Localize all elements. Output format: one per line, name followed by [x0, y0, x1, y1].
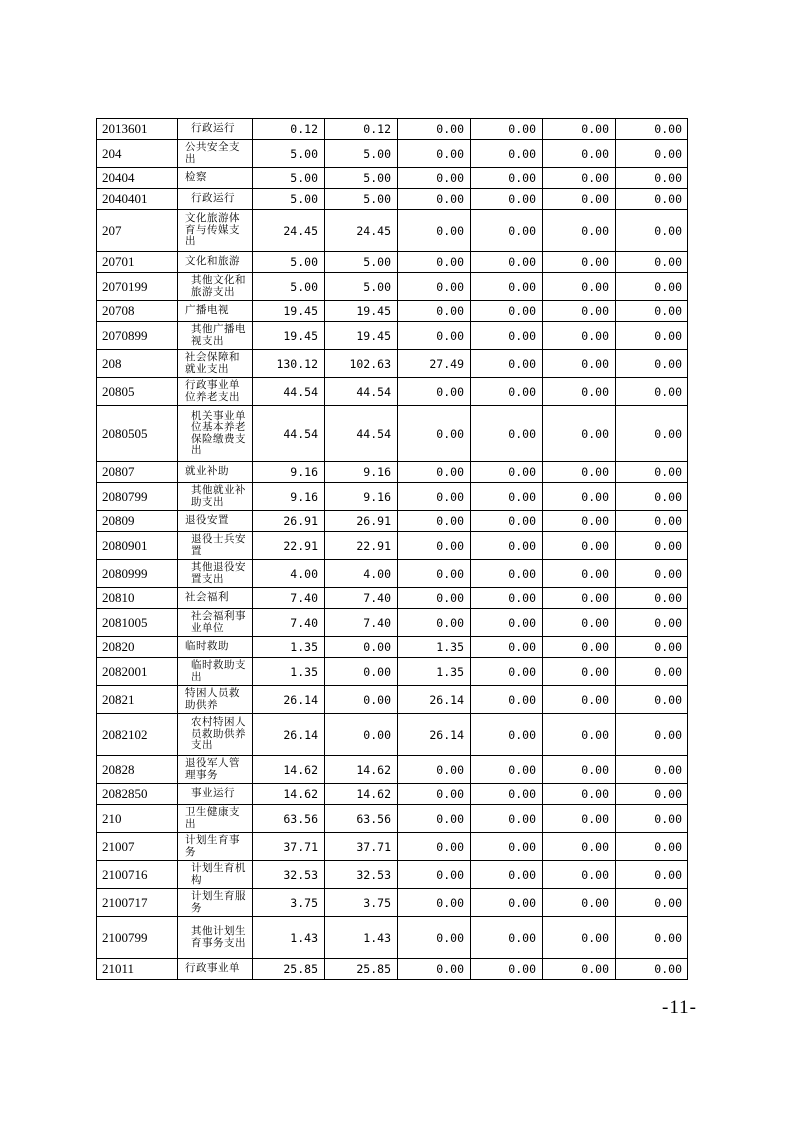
table-row: [97, 210, 688, 252]
subject-code-cell: 20810: [97, 588, 178, 609]
amount-cell: 0.00: [398, 861, 471, 889]
table-row: [97, 252, 688, 273]
amount-cell: 0.00: [471, 658, 543, 686]
subject-name-cell: 计划生育机构: [178, 861, 253, 889]
amount-cell: 22.91: [325, 532, 398, 560]
table-row: [97, 609, 688, 637]
amount-cell: 26.91: [253, 511, 325, 532]
amount-cell: 0.00: [471, 686, 543, 714]
amount-cell: 0.00: [398, 511, 471, 532]
amount-cell: 19.45: [253, 301, 325, 322]
amount-cell: 0.00: [616, 609, 688, 637]
subject-name-cell: 临时救助: [178, 637, 253, 658]
subject-code-cell: 20805: [97, 378, 178, 406]
subject-code-cell: 2080505: [97, 406, 178, 462]
amount-cell: 130.12: [253, 350, 325, 378]
amount-cell: 0.00: [398, 889, 471, 917]
amount-cell: 24.45: [325, 210, 398, 252]
amount-cell: 0.00: [543, 805, 616, 833]
amount-cell: 0.00: [471, 511, 543, 532]
amount-cell: 0.00: [398, 168, 471, 189]
amount-cell: 0.00: [325, 714, 398, 756]
amount-cell: 7.40: [325, 588, 398, 609]
amount-cell: 4.00: [253, 560, 325, 588]
amount-cell: 0.00: [543, 140, 616, 168]
subject-code-cell: 2080799: [97, 483, 178, 511]
amount-cell: 0.00: [398, 301, 471, 322]
subject-code-cell: 20820: [97, 637, 178, 658]
amount-cell: 5.00: [325, 252, 398, 273]
amount-cell: 0.00: [543, 189, 616, 210]
amount-cell: 0.00: [543, 210, 616, 252]
amount-cell: 0.00: [543, 119, 616, 140]
table-row: [97, 140, 688, 168]
subject-code-cell: 20807: [97, 462, 178, 483]
amount-cell: 0.00: [616, 861, 688, 889]
amount-cell: 0.00: [398, 560, 471, 588]
amount-cell: 37.71: [325, 833, 398, 861]
table-row: [97, 406, 688, 462]
amount-cell: 0.00: [616, 637, 688, 658]
amount-cell: 14.62: [325, 784, 398, 805]
amount-cell: 0.00: [471, 833, 543, 861]
amount-cell: 0.00: [543, 301, 616, 322]
amount-cell: 0.00: [616, 189, 688, 210]
amount-cell: 32.53: [325, 861, 398, 889]
subject-code-cell: 21011: [97, 959, 178, 980]
amount-cell: 0.00: [616, 756, 688, 784]
amount-cell: 0.00: [471, 560, 543, 588]
amount-cell: 1.35: [398, 637, 471, 658]
amount-cell: 14.62: [325, 756, 398, 784]
amount-cell: 26.14: [398, 714, 471, 756]
amount-cell: 7.40: [253, 609, 325, 637]
amount-cell: 19.45: [325, 322, 398, 350]
subject-name-cell: 检察: [178, 168, 253, 189]
table-row: [97, 833, 688, 861]
amount-cell: 0.00: [616, 833, 688, 861]
subject-name-cell: 退役军人管理事务: [178, 756, 253, 784]
amount-cell: 0.00: [398, 483, 471, 511]
table-row: [97, 756, 688, 784]
table-row: [97, 917, 688, 959]
amount-cell: 0.00: [543, 511, 616, 532]
amount-cell: 0.00: [543, 686, 616, 714]
amount-cell: 0.00: [616, 168, 688, 189]
amount-cell: 0.00: [471, 210, 543, 252]
amount-cell: 0.00: [616, 273, 688, 301]
subject-name-cell: 广播电视: [178, 301, 253, 322]
amount-cell: 1.43: [325, 917, 398, 959]
amount-cell: 0.00: [471, 483, 543, 511]
table-row: [97, 658, 688, 686]
subject-code-cell: 2070899: [97, 322, 178, 350]
amount-cell: 0.00: [616, 322, 688, 350]
subject-code-cell: 2080901: [97, 532, 178, 560]
amount-cell: 0.00: [471, 637, 543, 658]
amount-cell: 19.45: [253, 322, 325, 350]
table-row: [97, 378, 688, 406]
amount-cell: 0.00: [471, 119, 543, 140]
amount-cell: 0.00: [543, 833, 616, 861]
amount-cell: 0.00: [398, 140, 471, 168]
amount-cell: 14.62: [253, 756, 325, 784]
subject-code-cell: 208: [97, 350, 178, 378]
amount-cell: 0.00: [543, 406, 616, 462]
table-row: [97, 861, 688, 889]
amount-cell: 0.00: [543, 273, 616, 301]
table-row: [97, 588, 688, 609]
subject-code-cell: 2100799: [97, 917, 178, 959]
subject-name-cell: 机关事业单位基本养老保险缴费支出: [178, 406, 253, 462]
amount-cell: 24.45: [253, 210, 325, 252]
amount-cell: 0.00: [616, 588, 688, 609]
amount-cell: 0.00: [543, 588, 616, 609]
subject-code-cell: 2013601: [97, 119, 178, 140]
subject-code-cell: 2081005: [97, 609, 178, 637]
table-row: [97, 273, 688, 301]
amount-cell: 0.00: [471, 273, 543, 301]
subject-name-cell: 社会福利事业单位: [178, 609, 253, 637]
subject-name-cell: 就业补助: [178, 462, 253, 483]
amount-cell: 0.00: [398, 378, 471, 406]
subject-name-cell: 行政事业单: [178, 959, 253, 980]
subject-name-cell: 文化和旅游: [178, 252, 253, 273]
subject-code-cell: 2100717: [97, 889, 178, 917]
table-row: [97, 959, 688, 980]
amount-cell: 0.00: [471, 252, 543, 273]
table-row: [97, 301, 688, 322]
subject-code-cell: 207: [97, 210, 178, 252]
amount-cell: 0.00: [616, 406, 688, 462]
amount-cell: 0.00: [616, 686, 688, 714]
subject-name-cell: 公共安全支出: [178, 140, 253, 168]
subject-code-cell: 20821: [97, 686, 178, 714]
amount-cell: 37.71: [253, 833, 325, 861]
amount-cell: 5.00: [253, 140, 325, 168]
subject-code-cell: 20809: [97, 511, 178, 532]
subject-name-cell: 事业运行: [178, 784, 253, 805]
amount-cell: 0.00: [616, 350, 688, 378]
amount-cell: 0.00: [616, 917, 688, 959]
amount-cell: 26.14: [253, 686, 325, 714]
amount-cell: 5.00: [253, 252, 325, 273]
amount-cell: 0.00: [616, 210, 688, 252]
amount-cell: 102.63: [325, 350, 398, 378]
amount-cell: 0.00: [543, 889, 616, 917]
subject-name-cell: 其他就业补助支出: [178, 483, 253, 511]
amount-cell: 0.00: [398, 273, 471, 301]
amount-cell: 0.00: [543, 483, 616, 511]
amount-cell: 0.00: [543, 861, 616, 889]
amount-cell: 3.75: [325, 889, 398, 917]
amount-cell: 9.16: [253, 462, 325, 483]
subject-name-cell: 卫生健康支出: [178, 805, 253, 833]
amount-cell: 44.54: [253, 406, 325, 462]
amount-cell: 0.00: [398, 805, 471, 833]
amount-cell: 0.00: [471, 189, 543, 210]
amount-cell: 0.00: [543, 168, 616, 189]
amount-cell: 14.62: [253, 784, 325, 805]
amount-cell: 25.85: [253, 959, 325, 980]
subject-name-cell: 其他退役安置支出: [178, 560, 253, 588]
amount-cell: 0.00: [471, 532, 543, 560]
subject-code-cell: 20404: [97, 168, 178, 189]
table-row: [97, 322, 688, 350]
amount-cell: 0.12: [325, 119, 398, 140]
subject-name-cell: 退役士兵安置: [178, 532, 253, 560]
amount-cell: 0.00: [616, 301, 688, 322]
amount-cell: 0.00: [398, 917, 471, 959]
subject-name-cell: 行政运行: [178, 119, 253, 140]
amount-cell: 0.00: [616, 532, 688, 560]
subject-name-cell: 特困人员救助供养: [178, 686, 253, 714]
amount-cell: 1.35: [253, 637, 325, 658]
table-row: [97, 805, 688, 833]
amount-cell: 0.00: [398, 756, 471, 784]
amount-cell: 0.00: [398, 784, 471, 805]
amount-cell: 0.00: [398, 119, 471, 140]
amount-cell: 0.00: [543, 350, 616, 378]
amount-cell: 0.00: [616, 714, 688, 756]
amount-cell: 27.49: [398, 350, 471, 378]
amount-cell: 0.00: [471, 917, 543, 959]
amount-cell: 7.40: [253, 588, 325, 609]
amount-cell: 0.00: [543, 658, 616, 686]
amount-cell: 5.00: [325, 168, 398, 189]
subject-name-cell: 其他计划生育事务支出: [178, 917, 253, 959]
amount-cell: 0.00: [398, 833, 471, 861]
amount-cell: 0.00: [616, 560, 688, 588]
table-row: [97, 637, 688, 658]
table-row: [97, 462, 688, 483]
table-row: [97, 532, 688, 560]
subject-name-cell: 计划生育服务: [178, 889, 253, 917]
amount-cell: 63.56: [253, 805, 325, 833]
amount-cell: 0.12: [253, 119, 325, 140]
subject-name-cell: 社会福利: [178, 588, 253, 609]
amount-cell: 0.00: [616, 889, 688, 917]
amount-cell: 0.00: [471, 140, 543, 168]
amount-cell: 0.00: [616, 511, 688, 532]
subject-name-cell: 文化旅游体育与传媒支出: [178, 210, 253, 252]
amount-cell: 5.00: [325, 189, 398, 210]
amount-cell: 0.00: [471, 301, 543, 322]
amount-cell: 0.00: [616, 252, 688, 273]
amount-cell: 0.00: [398, 322, 471, 350]
subject-name-cell: 行政运行: [178, 189, 253, 210]
amount-cell: 0.00: [471, 168, 543, 189]
amount-cell: 5.00: [253, 273, 325, 301]
amount-cell: 44.54: [325, 406, 398, 462]
amount-cell: 0.00: [543, 637, 616, 658]
subject-name-cell: 其他广播电视支出: [178, 322, 253, 350]
amount-cell: 0.00: [616, 784, 688, 805]
amount-cell: 5.00: [253, 168, 325, 189]
amount-cell: 0.00: [471, 609, 543, 637]
subject-code-cell: 2100716: [97, 861, 178, 889]
subject-name-cell: 计划生育事务: [178, 833, 253, 861]
amount-cell: 0.00: [398, 406, 471, 462]
amount-cell: 5.00: [253, 189, 325, 210]
amount-cell: 0.00: [398, 609, 471, 637]
amount-cell: 0.00: [398, 588, 471, 609]
amount-cell: 44.54: [325, 378, 398, 406]
amount-cell: 63.56: [325, 805, 398, 833]
amount-cell: 0.00: [398, 462, 471, 483]
amount-cell: 0.00: [325, 658, 398, 686]
amount-cell: 1.35: [398, 658, 471, 686]
amount-cell: 0.00: [398, 210, 471, 252]
amount-cell: 26.14: [398, 686, 471, 714]
subject-name-cell: 农村特困人员救助供养支出: [178, 714, 253, 756]
amount-cell: 0.00: [471, 378, 543, 406]
amount-cell: 0.00: [616, 483, 688, 511]
amount-cell: 0.00: [471, 406, 543, 462]
table-row: [97, 686, 688, 714]
table-row: [97, 168, 688, 189]
amount-cell: 0.00: [616, 119, 688, 140]
amount-cell: 0.00: [543, 917, 616, 959]
amount-cell: 1.35: [253, 658, 325, 686]
subject-code-cell: 2082001: [97, 658, 178, 686]
table-row: [97, 560, 688, 588]
amount-cell: 0.00: [471, 588, 543, 609]
subject-code-cell: 2082102: [97, 714, 178, 756]
amount-cell: 0.00: [543, 959, 616, 980]
subject-code-cell: 2082850: [97, 784, 178, 805]
subject-name-cell: 其他文化和旅游支出: [178, 273, 253, 301]
table-row: [97, 119, 688, 140]
amount-cell: 0.00: [471, 462, 543, 483]
amount-cell: 0.00: [398, 532, 471, 560]
subject-code-cell: 2080999: [97, 560, 178, 588]
subject-code-cell: 20708: [97, 301, 178, 322]
table-row: [97, 889, 688, 917]
table-row: [97, 189, 688, 210]
amount-cell: 0.00: [543, 322, 616, 350]
table-row: [97, 350, 688, 378]
amount-cell: 0.00: [471, 805, 543, 833]
table-body: [97, 119, 688, 980]
subject-name-cell: 行政事业单位养老支出: [178, 378, 253, 406]
page-number: -11-: [662, 997, 697, 1018]
subject-name-cell: 社会保障和就业支出: [178, 350, 253, 378]
amount-cell: 0.00: [543, 378, 616, 406]
amount-cell: 0.00: [543, 714, 616, 756]
amount-cell: 0.00: [543, 560, 616, 588]
amount-cell: 0.00: [616, 462, 688, 483]
amount-cell: 0.00: [398, 252, 471, 273]
amount-cell: 0.00: [543, 532, 616, 560]
amount-cell: 26.14: [253, 714, 325, 756]
table-row: [97, 483, 688, 511]
amount-cell: 0.00: [471, 714, 543, 756]
table-row: [97, 714, 688, 756]
subject-code-cell: 20701: [97, 252, 178, 273]
amount-cell: 9.16: [253, 483, 325, 511]
table-row: [97, 784, 688, 805]
amount-cell: 19.45: [325, 301, 398, 322]
amount-cell: 0.00: [543, 462, 616, 483]
amount-cell: 0.00: [325, 637, 398, 658]
amount-cell: 0.00: [616, 805, 688, 833]
amount-cell: 0.00: [543, 252, 616, 273]
amount-cell: 0.00: [471, 861, 543, 889]
amount-cell: 25.85: [325, 959, 398, 980]
amount-cell: 9.16: [325, 483, 398, 511]
table-row: [97, 511, 688, 532]
amount-cell: 0.00: [616, 140, 688, 168]
amount-cell: 0.00: [616, 658, 688, 686]
amount-cell: 0.00: [471, 350, 543, 378]
amount-cell: 0.00: [616, 959, 688, 980]
amount-cell: 26.91: [325, 511, 398, 532]
amount-cell: 22.91: [253, 532, 325, 560]
amount-cell: 0.00: [543, 756, 616, 784]
subject-code-cell: 210: [97, 805, 178, 833]
amount-cell: 3.75: [253, 889, 325, 917]
amount-cell: 1.43: [253, 917, 325, 959]
amount-cell: 7.40: [325, 609, 398, 637]
subject-code-cell: 21007: [97, 833, 178, 861]
subject-code-cell: 2070199: [97, 273, 178, 301]
amount-cell: 9.16: [325, 462, 398, 483]
amount-cell: 0.00: [543, 784, 616, 805]
amount-cell: 0.00: [616, 378, 688, 406]
amount-cell: 5.00: [325, 273, 398, 301]
expenditure-table: [96, 118, 688, 980]
subject-code-cell: 20828: [97, 756, 178, 784]
amount-cell: 0.00: [471, 889, 543, 917]
amount-cell: 44.54: [253, 378, 325, 406]
amount-cell: 5.00: [325, 140, 398, 168]
subject-name-cell: 临时救助支出: [178, 658, 253, 686]
amount-cell: 0.00: [471, 756, 543, 784]
amount-cell: 0.00: [471, 322, 543, 350]
subject-code-cell: 204: [97, 140, 178, 168]
amount-cell: 0.00: [471, 959, 543, 980]
amount-cell: 0.00: [543, 609, 616, 637]
amount-cell: 32.53: [253, 861, 325, 889]
amount-cell: 0.00: [325, 686, 398, 714]
subject-code-cell: 2040401: [97, 189, 178, 210]
amount-cell: 0.00: [471, 784, 543, 805]
subject-name-cell: 退役安置: [178, 511, 253, 532]
amount-cell: 0.00: [398, 189, 471, 210]
amount-cell: 0.00: [398, 959, 471, 980]
amount-cell: 4.00: [325, 560, 398, 588]
